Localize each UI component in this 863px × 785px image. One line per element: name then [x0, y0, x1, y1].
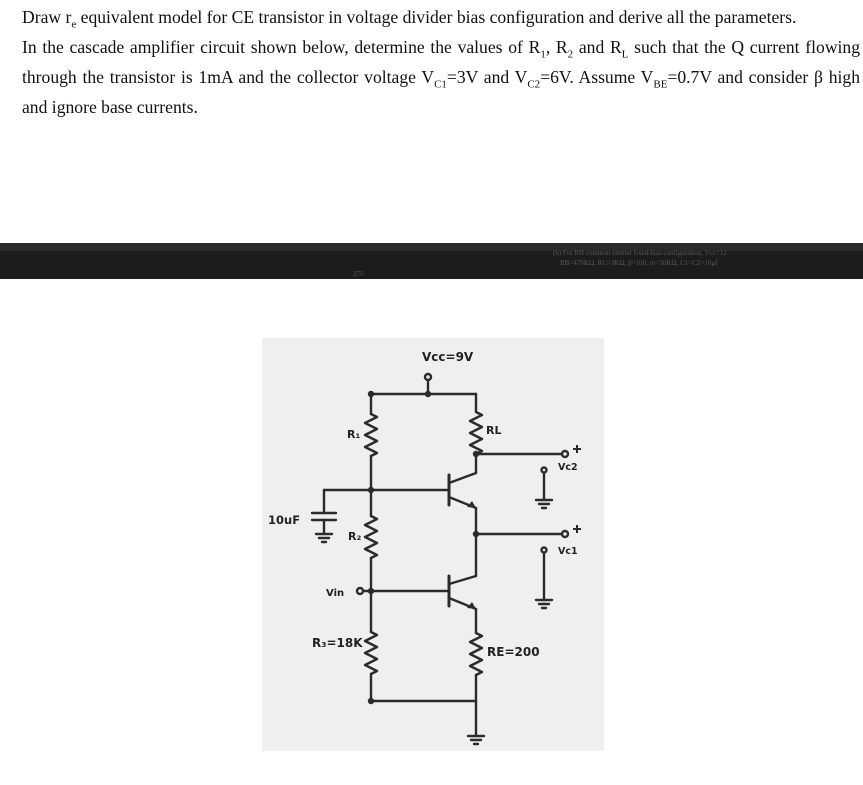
vin-label: Vin [326, 588, 345, 599]
rl-label: RL [486, 424, 502, 437]
vc1-label: Vc1 [558, 546, 578, 557]
dark-scan-band [0, 243, 863, 279]
re-label: RE=200 [487, 645, 540, 659]
r2-label: R₂ [348, 530, 362, 543]
capacitor-label: 10uF [268, 513, 301, 527]
cascode-circuit-figure [262, 338, 604, 751]
figure-background [262, 338, 604, 751]
r1-label: R₁ [347, 428, 361, 441]
vc2-label: Vc2 [558, 462, 578, 473]
vcc-label: Vcc=9V [422, 350, 474, 364]
question-line-1: Draw $r_e$ equivalent model for CE transistor in voltage divider bias configuration and derive all the parameters. [22, 7, 797, 31]
question-paragraph-2: In the cascade amplifier circuit shown below, determine the values of $R_1$, $R_2$ and $R_L$ such that the Q current flowing through the transistor is 1mA and the collector voltage $V_{C1}=3V$ and $V_{C2}=6V$. Assume $V_{BE}=0.7V$ and consider β high and ignore base currents. [22, 37, 861, 118]
bleed-text-2: RB=470KΩ, RC=3KΩ, β=100, ro=50KΩ, C1=C2=10μf [560, 259, 718, 267]
circuit-diagram [262, 338, 604, 751]
bleed-page-number: 275 [353, 270, 364, 278]
bleed-text-1: (b) For RH common emitter fixed-bias configuration, Vcc=12 [553, 249, 727, 257]
question-text [22, 6, 860, 119]
band-top-strip [0, 243, 863, 251]
r3-label: R₃=18K [312, 636, 363, 650]
